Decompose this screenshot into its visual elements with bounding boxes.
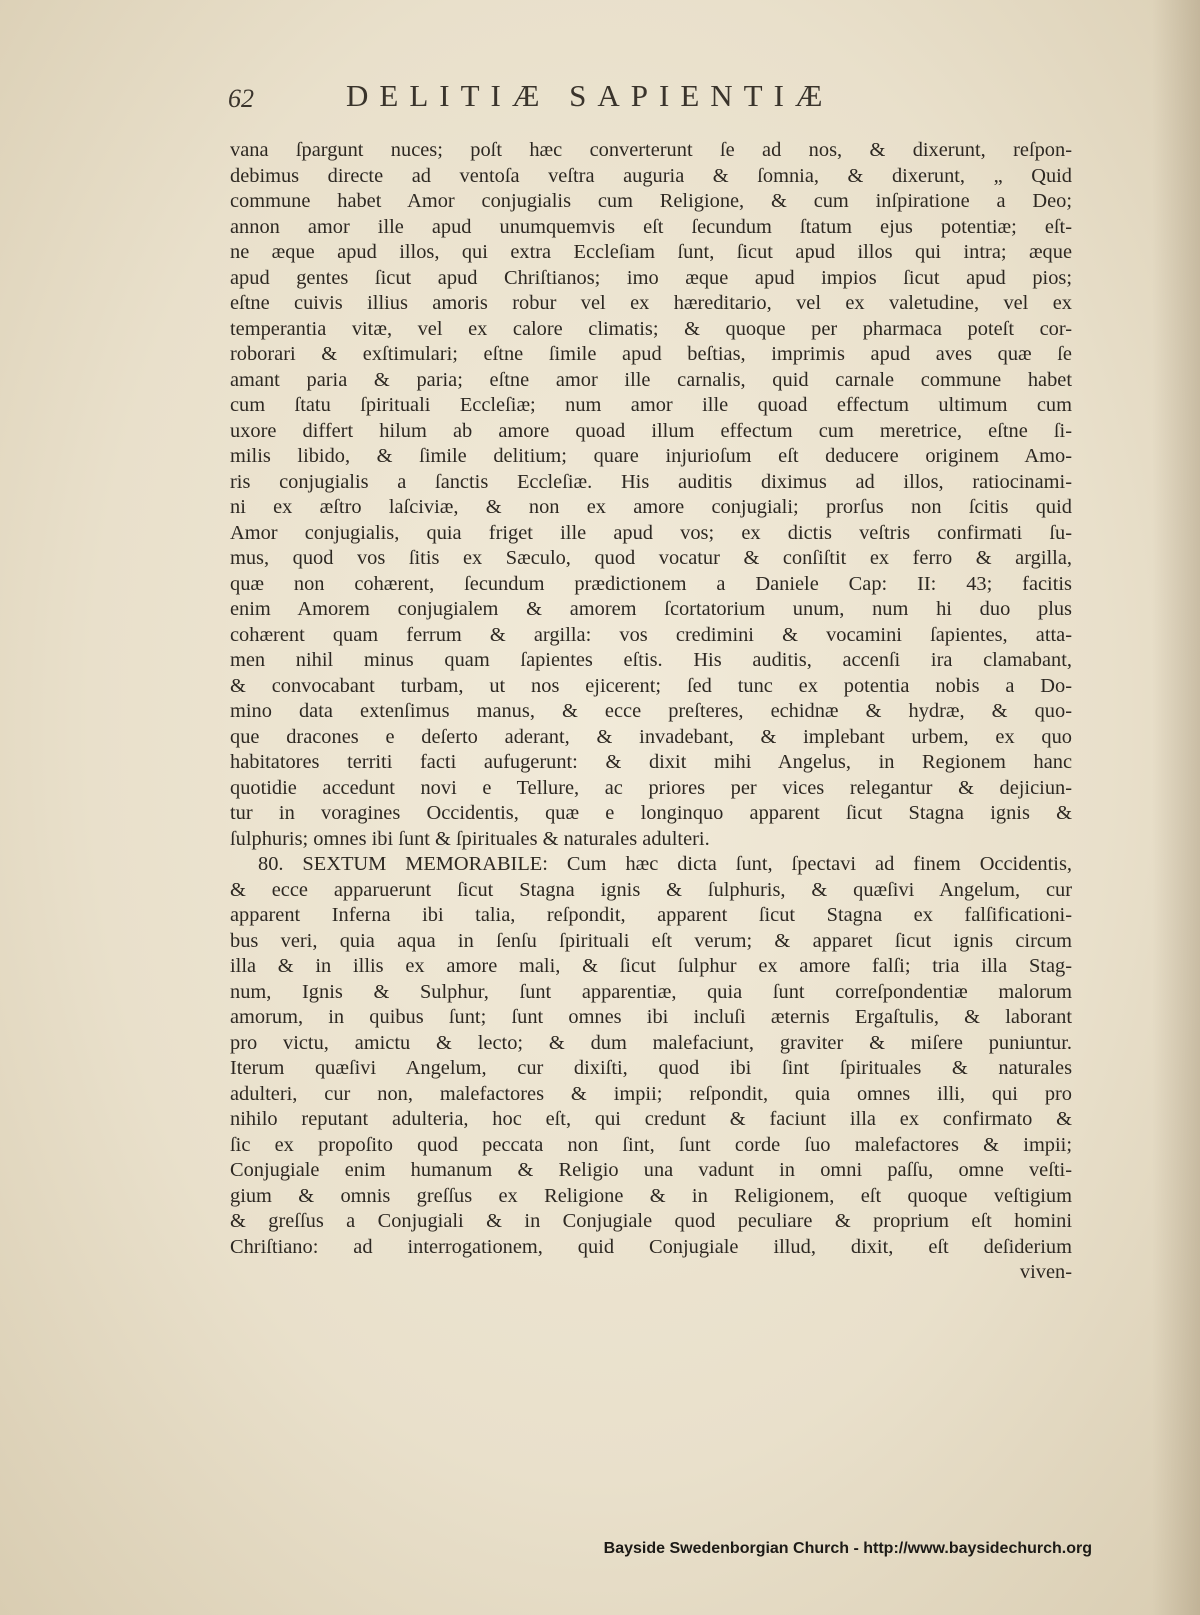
text-line: tur in voragines Occidentis, quæ e longinquo apparent ſicut Stagna ignis & bbox=[230, 802, 1072, 824]
catchword: viven- bbox=[1019, 1261, 1072, 1283]
text-line: uxore differt hilum ab amore quoad illum effectum cum meretrice, eſtne ſi- bbox=[230, 419, 1072, 442]
text-line: ſulphuris; omnes ibi ſunt & ſpirituales & naturales adulteri. bbox=[230, 827, 710, 850]
text-line: illa & in illis ex amore mali, & ſicut ſulphur ex amore falſi; tria illa Stag- bbox=[230, 955, 1072, 977]
text-line: mino data extenſimus manus, & ecce preſteres, echidnæ & hydræ, & quo- bbox=[230, 700, 1072, 722]
text-line: apud gentes ſicut apud Chriſtianos; imo æque apud impios ſicut apud pios; bbox=[230, 266, 1072, 289]
text-line: & greſſus a Conjugiali & in Conjugiale quod peculiare & proprium eſt homini bbox=[230, 1210, 1072, 1232]
text-line: vana ſpargunt nuces; poſt hæc converterunt ſe ad nos, & dixerunt, reſpon- bbox=[230, 139, 1072, 161]
text-line: amorum, in quibus ſunt; ſunt omnes ibi incluſi æternis Ergaſtulis, & laborant bbox=[230, 1006, 1072, 1028]
text-line: pro victu, amictu & lecto; & dum malefaciunt, graviter & miſere puniuntur. bbox=[230, 1031, 1072, 1054]
text-line: ſic ex propoſito quod peccata non ſint, ſunt corde ſuo malefactores & impii; bbox=[230, 1133, 1072, 1156]
text-line: temperantia vitæ, vel ex calore climatis; & quoque per pharmaca poteſt cor- bbox=[230, 317, 1072, 340]
text-line: gium & omnis greſſus ex Religione & in Religionem, eſt quoque veſtigium bbox=[230, 1184, 1072, 1207]
text-line: Iterum quæſivi Angelum, cur dixiſti, quod ibi ſint ſpirituales & naturales bbox=[230, 1057, 1072, 1079]
page-number: 62 bbox=[228, 84, 254, 113]
text-line: habitatores territi facti aufugerunt: & dixit mihi Angelus, in Regionem hanc bbox=[230, 751, 1072, 773]
text-line: que dracones e deſerto aderant, & invadebant, & implebant urbem, ex quo bbox=[230, 725, 1072, 748]
text-line: ni ex æſtro laſciviæ, & non ex amore conjugiali; prorſus non ſcitis quid bbox=[230, 496, 1072, 518]
text-line: ne æque apud illos, qui extra Eccleſiam ſunt, ſicut apud illos qui intra; æque bbox=[230, 241, 1072, 263]
text-line: eſtne cuivis illius amoris robur vel ex hæreditario, vel ex valetudine, vel ex bbox=[230, 292, 1072, 314]
text-line: & convocabant turbam, ut nos ejicerent; ſed tunc ex potentia nobis a Do- bbox=[230, 674, 1072, 697]
text-line: men nihil minus quam ſapientes eſtis. His auditis, accenſi ira clamabant, bbox=[230, 649, 1072, 671]
text-line: 80. SEXTUM MEMORABILE: Cum hæc dicta ſunt, ſpectavi ad finem Occidentis, bbox=[258, 853, 1072, 875]
text-line: bus veri, quia aqua in ſenſu ſpirituali eſt verum; & apparet ſicut ignis circum bbox=[230, 929, 1072, 952]
footer-credit: Bayside Swedenborgian Church - http://www.baysidechurch.org bbox=[603, 1540, 1092, 1557]
text-line: apparent Inferna ibi talia, reſpondit, apparent ſicut Stagna ex falſificationi- bbox=[230, 904, 1072, 926]
text-line: quotidie accedunt novi e Tellure, ac priores per vices relegantur & dejiciun- bbox=[230, 776, 1072, 799]
text-line: commune habet Amor conjugialis cum Religione, & cum inſpiratione a Deo; bbox=[230, 190, 1072, 212]
page-title: DELITIÆ SAPIENTIÆ bbox=[346, 78, 834, 113]
text-line: nihilo reputant adulteria, hoc eſt, qui credunt & faciunt illa ex confirmato & bbox=[230, 1108, 1072, 1130]
text-line: cum ſtatu ſpirituali Eccleſiæ; num amor ille quoad effectum ultimum cum bbox=[230, 394, 1072, 416]
text-line: debimus directe ad ventoſa veſtra auguria & ſomnia, & dixerunt, „ Quid bbox=[230, 164, 1072, 187]
text-line: Amor conjugialis, quia friget ille apud vos; ex dictis veſtris confirmati ſu- bbox=[230, 521, 1072, 544]
body-text bbox=[230, 138, 1072, 1286]
text-line: adulteri, cur non, malefactores & impii; reſpondit, quia omnes illi, qui pro bbox=[230, 1082, 1072, 1105]
text-line: amant paria & paria; eſtne amor ille carnalis, quid carnale commune habet bbox=[230, 368, 1072, 391]
text-line: & ecce apparuerunt ſicut Stagna ignis & ſulphuris, & quæſivi Angelum, cur bbox=[230, 878, 1072, 901]
text-line: cohærent quam ferrum & argilla: vos credimini & vocamini ſapientes, atta- bbox=[230, 623, 1072, 646]
text-line: quæ non cohærent, ſecundum prædictionem a Daniele Cap: II: 43; facitis bbox=[230, 572, 1072, 595]
running-head bbox=[228, 78, 988, 122]
text-line: milis libido, & ſimile delitium; quare injurioſum eſt deducere originem Amo- bbox=[230, 445, 1072, 467]
text-line: roborari & exſtimulari; eſtne ſimile apud beſtias, imprimis apud aves quæ ſe bbox=[230, 343, 1072, 365]
text-line: annon amor ille apud unumquemvis eſt ſecundum ſtatum ejus potentiæ; eſt- bbox=[230, 215, 1072, 238]
text-line: ris conjugialis a ſanctis Eccleſiæ. His auditis diximus ad illos, ratiocinami- bbox=[230, 470, 1072, 493]
text-line: num, Ignis & Sulphur, ſunt apparentiæ, quia ſunt correſpondentiæ malorum bbox=[230, 980, 1072, 1003]
text-line: enim Amorem conjugialem & amorem ſcortatorium unum, num hi duo plus bbox=[230, 598, 1072, 620]
text-line: mus, quod vos ſitis ex Sæculo, quod vocatur & conſiſtit ex ferro & argilla, bbox=[230, 547, 1072, 569]
text-line: Chriſtiano: ad interrogationem, quid Conjugiale illud, dixit, eſt deſiderium bbox=[230, 1235, 1072, 1258]
text-line: Conjugiale enim humanum & Religio una vadunt in omni paſſu, omne veſti- bbox=[230, 1159, 1072, 1181]
